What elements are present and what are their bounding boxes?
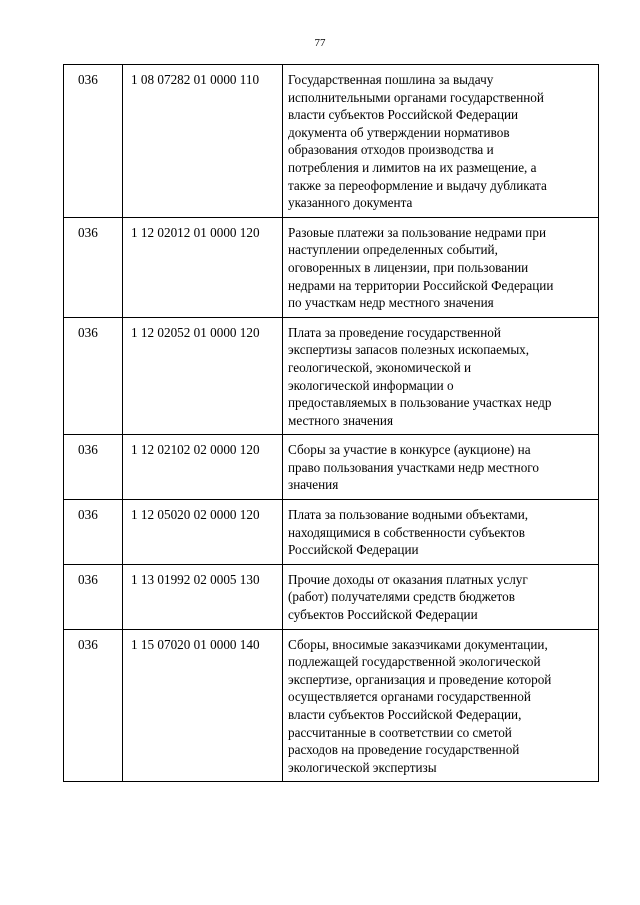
revenue-description-cell: [283, 217, 599, 317]
description-line: Плата за проведение государственной: [288, 324, 501, 340]
description-line: власти субъектов Российской Федерации: [288, 107, 519, 123]
admin-code-cell: 036: [64, 629, 123, 782]
description-line: предоставляемых в пользование участках недр: [288, 395, 552, 411]
page-number: 77: [314, 37, 326, 49]
description-line: власти субъектов Российской Федерации,: [288, 707, 522, 722]
admin-code-cell: 036: [64, 317, 123, 435]
revenue-description-cell: [283, 65, 599, 218]
table-row: [64, 435, 599, 500]
description-line: расходов на проведение государственной: [288, 742, 520, 758]
revenue-description-cell: [283, 317, 599, 435]
revenue-description-cell: [283, 500, 599, 565]
admin-code-cell: 036: [64, 500, 123, 565]
description-line: рассчитанные в соответствии со сметой: [288, 724, 512, 740]
admin-code-cell: 036: [64, 65, 123, 218]
table-row: [64, 500, 599, 565]
revenue-code-cell: 1 08 07282 01 0000 110: [123, 65, 283, 218]
revenue-description-cell: [283, 435, 599, 500]
description-line: субъектов Российской Федерации: [288, 607, 478, 623]
description-line: осуществляется органами государственной: [288, 689, 531, 705]
description-line: экспертизы запасов полезных ископаемых,: [288, 342, 530, 358]
description-line: недрами на территории Российской Федерации: [288, 277, 554, 293]
revenue-code-cell: 1 12 02052 01 0000 120: [123, 317, 283, 435]
description-line: исполнительными органами государственной: [288, 89, 544, 105]
description-line: подлежащей государственной экологической: [288, 654, 541, 670]
description-line: Российской Федерации: [288, 542, 419, 558]
table-row: [64, 564, 599, 629]
table-body: [64, 65, 599, 782]
description-line: также за переоформление и выдачу дубликата: [288, 177, 547, 193]
revenue-code-cell: 1 13 01992 02 0005 130: [123, 564, 283, 629]
description-line: местного значения: [288, 412, 394, 428]
admin-code-cell: 036: [64, 217, 123, 317]
description-line: экологической экспертизы: [288, 759, 437, 775]
revenue-codes-table: [63, 64, 599, 782]
description-line: оговоренных в лицензии, при пользовании: [288, 259, 529, 275]
table-row: [64, 629, 599, 782]
table-row: [64, 65, 599, 218]
description-line: экспертизе, организация и проведение которой: [288, 671, 552, 687]
description-line: Государственная пошлина за выдачу: [288, 72, 494, 87]
table-row: [64, 217, 599, 317]
description-line: Разовые платежи за пользование недрами при: [288, 224, 547, 240]
description-line: находящимися в собственности субъектов: [288, 524, 525, 540]
description-line: наступлении определенных событий,: [288, 242, 498, 258]
description-line: Прочие доходы от оказания платных услуг: [288, 571, 528, 587]
description-line: указанного документа: [288, 195, 413, 211]
description-line: значения: [288, 477, 339, 493]
description-line: экологической информации о: [288, 377, 454, 393]
revenue-code-cell: 1 15 07020 01 0000 140: [123, 629, 283, 782]
description-line: Сборы за участие в конкурсе (аукционе) на: [288, 442, 531, 458]
description-line: документа об утверждении нормативов: [288, 124, 510, 140]
description-line: Плата за пользование водными объектами,: [288, 507, 529, 523]
description-line: Сборы, вносимые заказчиками документации,: [288, 636, 548, 652]
description-line: геологической, экономической и: [288, 359, 472, 375]
revenue-code-cell: 1 12 05020 02 0000 120: [123, 500, 283, 565]
description-line: потребления и лимитов на их размещение, а: [288, 159, 537, 175]
description-line: образования отходов производства и: [288, 142, 494, 158]
admin-code-cell: 036: [64, 435, 123, 500]
revenue-description-cell: [283, 629, 599, 782]
revenue-code-cell: 1 12 02012 01 0000 120: [123, 217, 283, 317]
revenue-code-cell: 1 12 02102 02 0000 120: [123, 435, 283, 500]
admin-code-cell: 036: [64, 564, 123, 629]
description-line: право пользования участками недр местного: [288, 459, 539, 475]
table-row: [64, 317, 599, 435]
revenue-description-cell: [283, 564, 599, 629]
description-line: по участкам недр местного значения: [288, 295, 494, 311]
description-line: (работ) получателями средств бюджетов: [288, 589, 515, 605]
